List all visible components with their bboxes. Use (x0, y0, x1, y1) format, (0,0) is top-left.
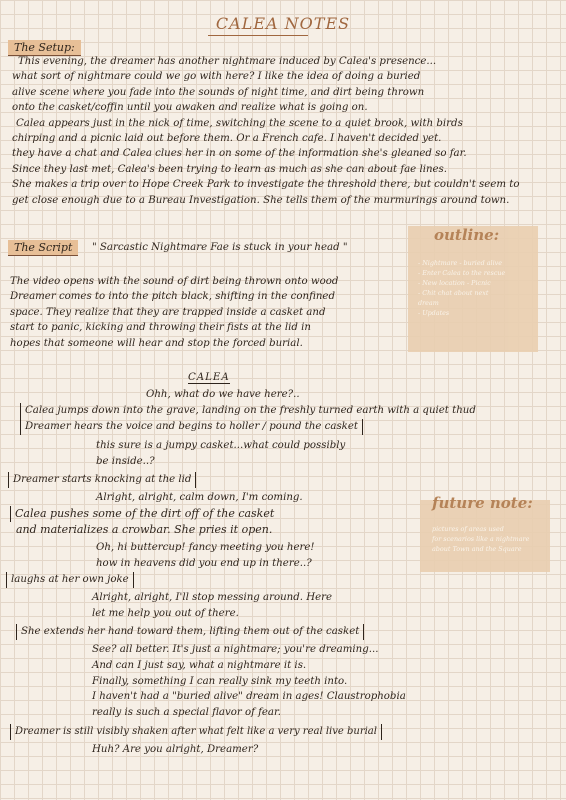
setup-line: Calea appears just in the nick of time, switching the scene to a quiet brook, with birds (16, 117, 463, 129)
setup-line: what sort of nightmare could we go with here? I like the idea of doing a buried (12, 71, 421, 83)
dialogue-block (96, 438, 345, 470)
setup-line: Since they last met, Calea's been trying to learn as much as she can about fae lines. (12, 163, 448, 175)
dialogue-line: Finally, something I can really sink my teeth into. (92, 675, 348, 687)
future-note-line: pictures of areas used (432, 525, 504, 533)
action-text: Dreamer hears the voice and begins to holler / pound the casket (25, 421, 358, 432)
setup-line: This evening, the dreamer has another nightmare induced by Calea's presence... (18, 56, 437, 67)
setup-line: She makes a trip over to Hope Creek Park to investigate the threshold there, but couldn't seem to (12, 179, 520, 191)
script-intro (10, 274, 338, 351)
outline-item: - Updates (418, 309, 450, 317)
setup-line: chirping and a picnic laid out before them. Or a French cafe. I haven't decided yet. (12, 133, 442, 145)
dialogue-block (92, 590, 332, 622)
intro-line: The video opens with the sound of dirt being thrown onto wood (10, 276, 339, 287)
outline-item: - Nightmare - buried alive (418, 259, 503, 267)
dialogue-line: how in heavens did you end up in there..? (96, 557, 312, 569)
action-line: She extends her hand toward them, lifting them out of the casket (16, 624, 364, 640)
action-line: Dreamer starts knocking at the lid (8, 472, 196, 488)
intro-line: hopes that someone will hear and stop the forced burial. (10, 337, 303, 349)
action-line (20, 419, 363, 435)
outline-item: - Chit chat about next (418, 289, 489, 297)
setup-line: they have a chat and Calea clues her in on some of the information she's gleaned so far. (12, 148, 467, 160)
setup-text (12, 54, 519, 208)
action-text: Calea jumps down into the grave, landing on the freshly turned earth with a quiet thud (25, 405, 476, 416)
outline-card (408, 226, 538, 352)
outline-item: dream (418, 299, 439, 307)
future-note-line: about Town and the Square (432, 545, 522, 553)
action-line: and materializes a crowbar. She pries it open. (16, 523, 273, 536)
intro-line: start to panic, kicking and throwing their fists at the lid in (10, 322, 311, 334)
future-note-body (432, 524, 529, 554)
dialogue-line: See? all better. It's just a nightmare; you're dreaming... (92, 644, 379, 655)
outline-item: - Enter Calea to the rescue (418, 269, 506, 277)
dialogue-line: Huh? Are you alright, Dreamer? (92, 744, 259, 755)
outline-title: outline: (434, 226, 500, 244)
action-line: Calea pushes some of the dirt off of the casket (10, 506, 274, 522)
setup-line: alive scene where you fade into the sounds of night time, and dirt being thrown (12, 86, 425, 98)
future-note-line: for scenarios like a nightmare (432, 535, 530, 543)
dialogue-line: Oh, hi buttercup! fancy meeting you here! (96, 542, 315, 553)
script-quote: " Sarcastic Nightmare Fae is stuck in your head " (92, 242, 348, 253)
title-underline (208, 35, 308, 36)
setup-line: onto the casket/coffin until you awaken and realize what is going on. (12, 102, 368, 114)
outline-list (418, 258, 505, 318)
dialogue-line: let me help you out of there. (92, 607, 239, 619)
dialogue-line: Alright, alright, I'll stop messing around. Here (92, 592, 333, 603)
dialogue-line: Ohh, what do we have here?.. (146, 389, 300, 400)
dialogue-line: And can I just say, what a nightmare it is. (92, 659, 307, 671)
dialogue-block (92, 642, 406, 721)
intro-line: space. They realize that they are trapped inside a casket and (10, 306, 326, 318)
setup-line: get close enough due to a Bureau Investigation. She tells them of the murmurings around town. (12, 194, 510, 206)
script-label: The Script (8, 240, 78, 256)
action-line: laughs at her own joke (6, 572, 134, 588)
setup-label: The Setup: (8, 40, 81, 56)
dialogue-line: be inside..? (96, 455, 155, 467)
dialogue-block (96, 540, 315, 572)
outline-item: - New location - Picnic (418, 279, 491, 287)
page-title: CALEA NOTES (215, 14, 351, 33)
action-line: Dreamer is still visibly shaken after what felt like a very real live burial (10, 724, 382, 740)
dialogue-line: really is such a special flavor of fear. (92, 707, 281, 719)
future-note-card (420, 494, 550, 572)
dialogue-line: this sure is a jumpy casket...what could possibly (96, 440, 346, 451)
dialogue-line: Alright, alright, calm down, I'm coming. (96, 492, 303, 503)
dialogue-line: I haven't had a "buried alive" dream in ages! Claustrophobia (92, 691, 406, 703)
character-name: CALEA (188, 372, 230, 383)
future-note-title: future note: (432, 494, 533, 512)
intro-line: Dreamer comes to into the pitch black, shifting in the confined (10, 291, 335, 303)
action-line (20, 403, 476, 419)
